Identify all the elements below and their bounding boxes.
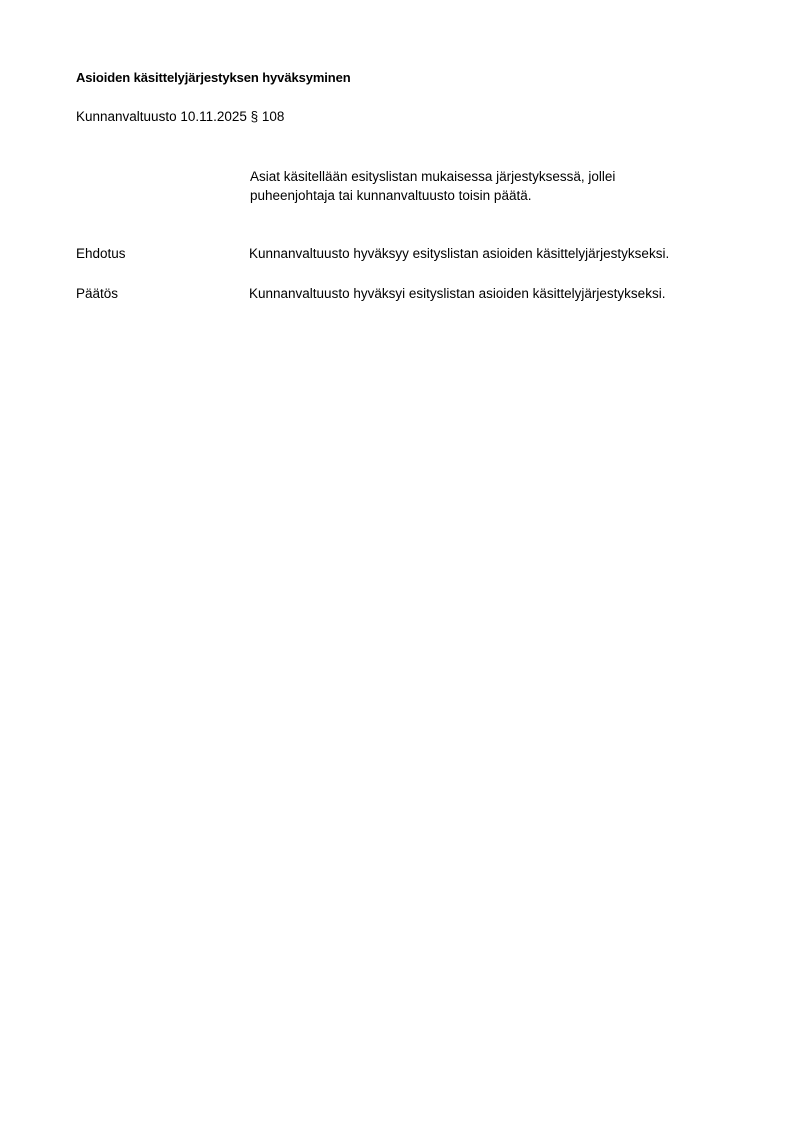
document-title: Asioiden käsittelyjärjestyksen hyväksyminen [76,70,351,85]
decision-text: Kunnanvaltuusto hyväksyi esityslistan asioiden käsittelyjärjestykseksi. [249,286,666,301]
meeting-reference: Kunnanvaltuusto 10.11.2025 § 108 [76,109,285,124]
proposal-label: Ehdotus [76,246,126,261]
proposal-text: Kunnanvaltuusto hyväksyy esityslistan asioiden käsittelyjärjestykseksi. [249,246,670,261]
intro-line: puheenjohtaja tai kunnanvaltuusto toisin päätä. [250,188,532,203]
intro-paragraph [250,167,710,205]
intro-line: Asiat käsitellään esityslistan mukaisessa järjestyksessä, jollei [250,169,616,184]
decision-label: Päätös [76,286,119,301]
